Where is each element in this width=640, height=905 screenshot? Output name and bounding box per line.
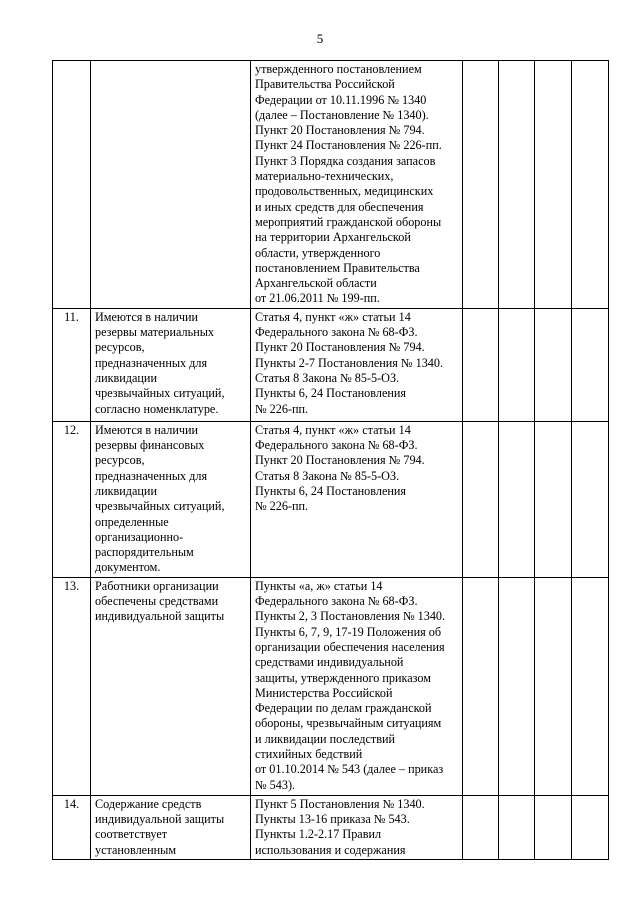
requirement-cell-line: документом.	[95, 560, 161, 575]
legal-basis-cell-line: Статья 8 Закона № 85-5-ОЗ.	[255, 370, 400, 385]
requirement-cell-line: резервы материальных	[95, 325, 214, 340]
requirement-cell-line: предназначенных для	[95, 355, 208, 370]
requirement-cell-line: чрезвычайных ситуаций,	[95, 386, 225, 401]
legal-basis-cell-line: мероприятий гражданской обороны	[255, 214, 442, 229]
requirement-cell-line: Имеются в наличии	[95, 422, 199, 437]
requirement-cell	[91, 421, 251, 577]
checklist-table	[52, 60, 609, 860]
requirement-cell-line: предназначенных для	[95, 468, 208, 483]
requirement-cell-line: ресурсов,	[95, 340, 145, 355]
answer-cell[interactable]	[463, 795, 499, 859]
answer-cell[interactable]	[572, 421, 609, 577]
requirement-cell-line: Имеются в наличии	[95, 309, 199, 324]
legal-basis-cell-line: Федерации по делам гражданской	[255, 701, 432, 716]
requirement-cell-line: Работники организации	[95, 578, 219, 593]
legal-basis-cell-line: Статья 4, пункт «ж» статьи 14	[255, 422, 411, 437]
legal-basis-cell-line: стихийных бедствий	[255, 746, 363, 761]
legal-basis-cell-line: Пункт 20 Постановления № 794.	[255, 123, 425, 138]
answer-cell[interactable]	[463, 308, 499, 421]
page-number: 5	[316, 31, 324, 46]
requirement-cell-line: установленным	[95, 842, 177, 857]
requirement-cell-line: согласно номенклатуре.	[95, 401, 219, 416]
legal-basis-cell-line: Пункт 5 Постановления № 1340.	[255, 796, 425, 811]
requirement-cell-line: соответствует	[95, 827, 168, 842]
legal-basis-cell-line: Федерального закона № 68-ФЗ.	[255, 325, 418, 340]
legal-basis-cell-line: Правительства Российской	[255, 77, 395, 92]
legal-basis-cell	[251, 61, 463, 309]
table-row	[53, 308, 609, 421]
legal-basis-cell-line: Пункты 6, 24 Постановления	[255, 483, 407, 498]
legal-basis-cell-line: Статья 4, пункт «ж» статьи 14	[255, 309, 411, 324]
legal-basis-cell-line: защиты, утвержденного приказом	[255, 670, 431, 685]
requirement-cell	[91, 308, 251, 421]
legal-basis-cell-line: № 226-пп.	[255, 499, 309, 514]
requirement-cell	[91, 795, 251, 859]
legal-basis-cell-line: Архангельской области	[255, 276, 377, 291]
row-number: 14.	[53, 795, 91, 859]
row-number: 12.	[53, 421, 91, 577]
answer-cell[interactable]	[572, 61, 609, 309]
legal-basis-cell-line: Федерального закона № 68-ФЗ.	[255, 438, 418, 453]
legal-basis-cell-line: Федерации от 10.11.1996 № 1340	[255, 92, 427, 107]
requirement-cell-line: ликвидации	[95, 370, 157, 385]
requirement-cell-line: индивидуальной защиты	[95, 609, 225, 624]
legal-basis-cell	[251, 421, 463, 577]
answer-cell[interactable]	[499, 308, 535, 421]
legal-basis-cell-line: организации обеспечения населения	[255, 639, 445, 654]
answer-cell[interactable]	[535, 421, 572, 577]
requirement-cell-line: чрезвычайных ситуаций,	[95, 499, 225, 514]
requirement-cell-line: обеспечены средствами	[95, 594, 219, 609]
legal-basis-cell-line: Пункты 6, 7, 9, 17-19 Положения об	[255, 624, 442, 639]
answer-cell[interactable]	[572, 795, 609, 859]
legal-basis-cell-line: Пункты 6, 24 Постановления	[255, 386, 407, 401]
legal-basis-cell-line: Пункты «а, ж» статьи 14	[255, 578, 383, 593]
answer-cell[interactable]	[499, 577, 535, 795]
answer-cell[interactable]	[499, 421, 535, 577]
requirement-cell-line: распорядительным	[95, 545, 194, 560]
legal-basis-cell-line: на территории Архангельской	[255, 230, 411, 245]
table-row	[53, 421, 609, 577]
answer-cell[interactable]	[572, 577, 609, 795]
legal-basis-cell-line: Пункт 20 Постановления № 794.	[255, 340, 425, 355]
requirement-cell-line: ликвидации	[95, 483, 157, 498]
legal-basis-cell-line: продовольственных, медицинских	[255, 184, 434, 199]
row-number: 11.	[53, 308, 91, 421]
legal-basis-cell-line: утвержденного постановлением	[255, 62, 422, 76]
legal-basis-cell-line: постановлением Правительства	[255, 260, 420, 275]
legal-basis-cell-line: от 01.10.2014 № 543 (далее – приказ	[255, 762, 444, 777]
answer-cell[interactable]	[463, 421, 499, 577]
requirement-cell-line: организационно-	[95, 529, 184, 544]
legal-basis-cell	[251, 795, 463, 859]
requirement-cell	[91, 577, 251, 795]
answer-cell[interactable]	[572, 308, 609, 421]
answer-cell[interactable]	[463, 577, 499, 795]
legal-basis-cell-line: № 226-пп.	[255, 401, 309, 416]
legal-basis-cell-line: Пункт 20 Постановления № 794.	[255, 453, 425, 468]
answer-cell[interactable]	[535, 308, 572, 421]
table-row	[53, 61, 609, 309]
legal-basis-cell-line: Пункты 2, 3 Постановления № 1340.	[255, 609, 446, 624]
legal-basis-cell-line: № 543).	[255, 777, 296, 792]
requirement-cell-line: определенные	[95, 514, 169, 529]
legal-basis-cell-line: и иных средств для обеспечения	[255, 199, 424, 214]
requirement-cell-line: резервы финансовых	[95, 438, 205, 453]
legal-basis-cell	[251, 577, 463, 795]
table-row	[53, 577, 609, 795]
legal-basis-cell-line: Пункт 3 Порядка создания запасов	[255, 153, 436, 168]
legal-basis-cell-line: использования и содержания	[255, 842, 406, 857]
legal-basis-cell-line: области, утвержденного	[255, 245, 381, 260]
legal-basis-cell-line: Пункты 2-7 Постановления № 1340.	[255, 355, 444, 370]
answer-cell[interactable]	[535, 577, 572, 795]
legal-basis-cell-line: Пункты 1.2-2.17 Правил	[255, 827, 382, 842]
legal-basis-cell-line: Статья 8 Закона № 85-5-ОЗ.	[255, 468, 400, 483]
answer-cell[interactable]	[463, 61, 499, 309]
legal-basis-cell-line: и ликвидации последствий	[255, 731, 395, 746]
legal-basis-cell-line: материально-технических,	[255, 169, 394, 184]
legal-basis-cell-line: Пункт 24 Постановления № 226-пп.	[255, 138, 442, 153]
legal-basis-cell-line: от 21.06.2011 № 199-пп.	[255, 291, 380, 306]
requirement-cell	[91, 61, 251, 309]
row-number: 13.	[53, 577, 91, 795]
legal-basis-cell-line: (далее – Постановление № 1340).	[255, 107, 429, 122]
requirement-cell-line: индивидуальной защиты	[95, 812, 225, 827]
table-row	[53, 795, 609, 859]
legal-basis-cell-line: средствами индивидуальной	[255, 655, 404, 670]
legal-basis-cell	[251, 308, 463, 421]
row-number	[53, 61, 91, 309]
legal-basis-cell-line: Пункты 13-16 приказа № 543.	[255, 812, 410, 827]
legal-basis-cell-line: Федерального закона № 68-ФЗ.	[255, 594, 418, 609]
answer-cell[interactable]	[499, 795, 535, 859]
answer-cell[interactable]	[499, 61, 535, 309]
legal-basis-cell-line: Министерства Российской	[255, 685, 393, 700]
answer-cell[interactable]	[535, 795, 572, 859]
requirement-cell-line: ресурсов,	[95, 453, 145, 468]
requirement-cell-line: Содержание средств	[95, 796, 202, 811]
legal-basis-cell-line: обороны, чрезвычайным ситуациям	[255, 716, 442, 731]
answer-cell[interactable]	[535, 61, 572, 309]
